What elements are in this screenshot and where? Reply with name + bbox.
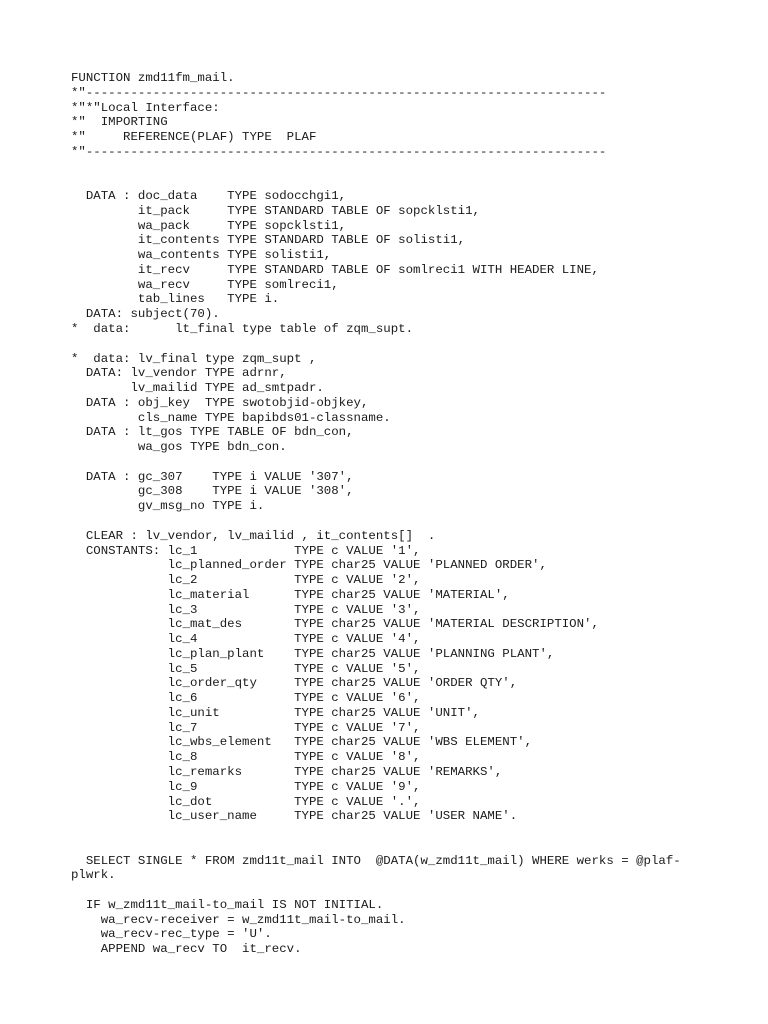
- code-line: lc_plan_plant TYPE char25 VALUE 'PLANNING PLANT',: [71, 646, 555, 661]
- code-line: *"*"Local Interface:: [71, 100, 220, 115]
- code-line: CLEAR : lv_vendor, lv_mailid , it_contents[] .: [71, 528, 436, 543]
- code-line: cls_name TYPE bapibds01-classname.: [71, 410, 391, 425]
- code-line: wa_recv TYPE somlreci1,: [71, 277, 339, 292]
- code-line: lc_6 TYPE c VALUE '6',: [71, 691, 421, 706]
- code-line: DATA: lv_vendor TYPE adrnr,: [71, 366, 287, 381]
- code-line: DATA: subject(70).: [71, 307, 220, 322]
- code-line: wa_recv-receiver = w_zmd11t_mail-to_mail.: [71, 912, 406, 927]
- code-line: gv_msg_no TYPE i.: [71, 499, 265, 514]
- code-line: lc_mat_des TYPE char25 VALUE 'MATERIAL DESCRIPTION',: [71, 617, 599, 632]
- code-line: lc_7 TYPE c VALUE '7',: [71, 720, 421, 735]
- code-line: DATA : obj_key TYPE swotobjid-objkey,: [71, 395, 369, 410]
- code-line: it_recv TYPE STANDARD TABLE OF somlreci1 WITH HEADER LINE,: [71, 262, 599, 277]
- blank-line: [71, 514, 761, 529]
- code-line: lc_dot TYPE c VALUE '.',: [71, 794, 421, 809]
- code-line: DATA : doc_data TYPE sodocchgi1,: [71, 189, 347, 204]
- code-line: lc_2 TYPE c VALUE '2',: [71, 573, 421, 588]
- code-line: it_pack TYPE STANDARD TABLE OF sopcklsti1,: [71, 203, 480, 218]
- code-line: APPEND wa_recv TO it_recv.: [71, 942, 302, 957]
- code-line: lc_wbs_element TYPE char25 VALUE 'WBS ELEMENT',: [71, 735, 533, 750]
- code-line: SELECT SINGLE * FROM zmd11t_mail INTO @DATA(w_zmd11t_mail) WHERE werks = @plaf-: [71, 853, 681, 868]
- code-line: wa_recv-rec_type = 'U'.: [71, 927, 272, 942]
- code-line: DATA : gc_307 TYPE i VALUE '307',: [71, 469, 354, 484]
- blank-line: [71, 455, 761, 470]
- code-line: *"----------------------------------------------------------------------: [71, 85, 607, 100]
- code-line: lc_user_name TYPE char25 VALUE 'USER NAME'.: [71, 809, 518, 824]
- code-line: lc_8 TYPE c VALUE '8',: [71, 750, 421, 765]
- code-line: *" IMPORTING: [71, 115, 168, 130]
- code-line: wa_gos TYPE bdn_con.: [71, 440, 287, 455]
- code-line: CONSTANTS: lc_1 TYPE c VALUE '1',: [71, 543, 421, 558]
- code-line: lv_mailid TYPE ad_smtpadr.: [71, 381, 324, 396]
- blank-line: [71, 839, 761, 854]
- code-line: lc_4 TYPE c VALUE '4',: [71, 632, 421, 647]
- code-line: gc_308 TYPE i VALUE '308',: [71, 484, 354, 499]
- code-line: FUNCTION zmd11fm_mail.: [71, 71, 235, 85]
- code-line: *"----------------------------------------------------------------------: [71, 144, 607, 159]
- code-line: tab_lines TYPE i.: [71, 292, 280, 307]
- code-line: wa_contents TYPE solisti1,: [71, 248, 332, 263]
- code-line: plwrk.: [71, 868, 116, 883]
- code-line: * data: lv_final type zqm_supt ,: [71, 351, 317, 366]
- code-line: lc_unit TYPE char25 VALUE 'UNIT',: [71, 705, 480, 720]
- blank-line: [71, 824, 761, 839]
- code-line: it_contents TYPE STANDARD TABLE OF solisti1,: [71, 233, 466, 248]
- code-line: * data: lt_final type table of zqm_supt.: [71, 322, 414, 337]
- code-line: lc_3 TYPE c VALUE '3',: [71, 602, 421, 617]
- code-line: *" REFERENCE(PLAF) TYPE PLAF: [71, 130, 317, 145]
- blank-line: [71, 160, 761, 175]
- blank-line: [71, 174, 761, 189]
- blank-line: [71, 883, 761, 898]
- code-line: IF w_zmd11t_mail-to_mail IS NOT INITIAL.: [71, 897, 384, 912]
- code-line: lc_5 TYPE c VALUE '5',: [71, 661, 421, 676]
- code-line: lc_9 TYPE c VALUE '9',: [71, 779, 421, 794]
- code-line: DATA : lt_gos TYPE TABLE OF bdn_con,: [71, 425, 354, 440]
- code-line: lc_material TYPE char25 VALUE 'MATERIAL',: [71, 587, 510, 602]
- abap-source-code: [71, 71, 761, 957]
- code-line: lc_remarks TYPE char25 VALUE 'REMARKS',: [71, 764, 503, 779]
- code-line: lc_planned_order TYPE char25 VALUE 'PLANNED ORDER',: [71, 558, 547, 573]
- code-line: lc_order_qty TYPE char25 VALUE 'ORDER QTY',: [71, 676, 518, 691]
- blank-line: [71, 337, 761, 352]
- code-line: wa_pack TYPE sopcklsti1,: [71, 218, 347, 233]
